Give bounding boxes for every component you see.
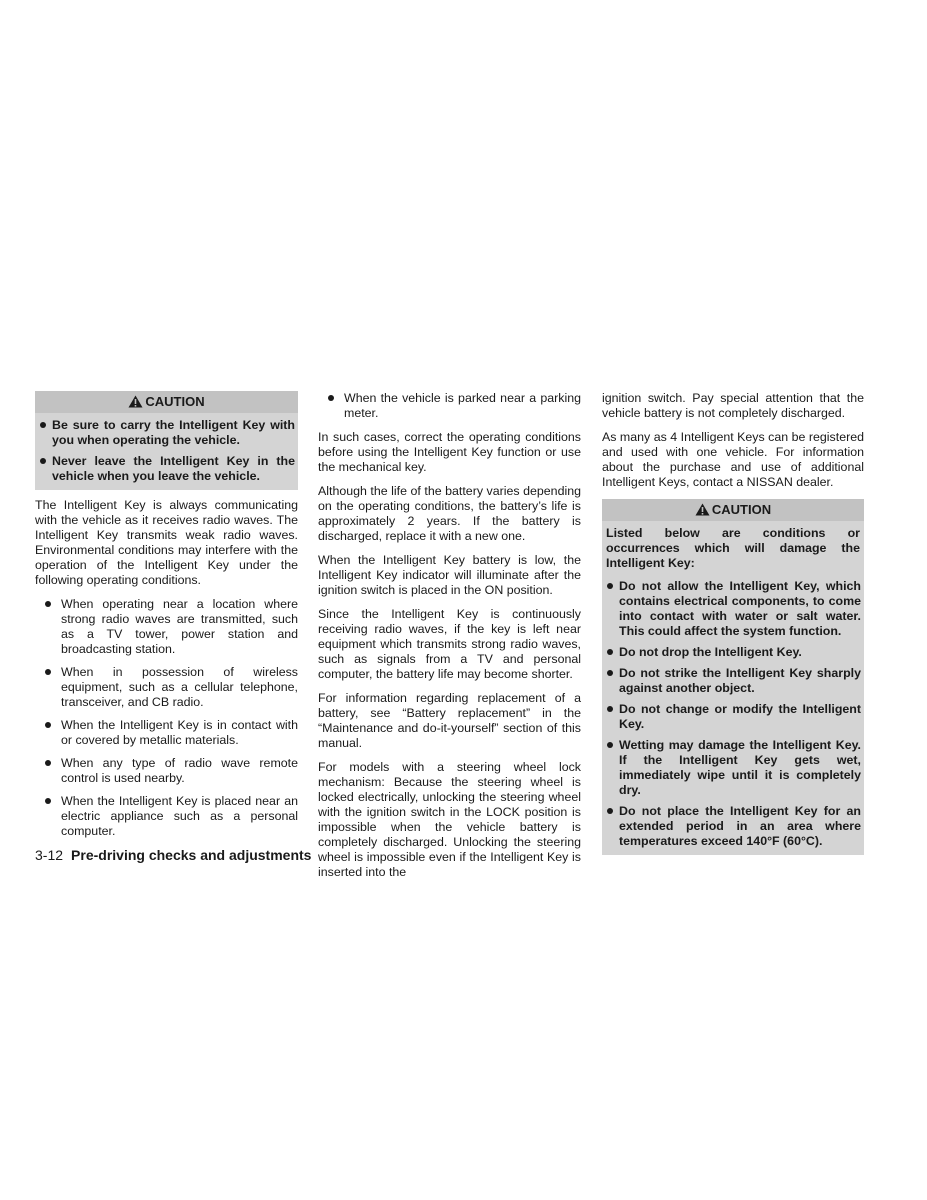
body-paragraph: For information regarding replacement of a battery, see “Battery replacement” in the “Maintenance and do-it-yourself” section of this manual. [318,691,581,750]
caution-intro: Listed below are conditions or occurrences which will damage the Intelligent Key: [606,526,860,570]
body-paragraph: The Intelligent Key is always communicating with the vehicle as it receives radio waves. The Intelligent Key transmits weak radio waves. Environmental conditions may interfere with the operation of the Intelligent Key under the following operating conditions. [35,498,298,587]
body-paragraph: In such cases, correct the operating conditions before using the Intelligent Key function or use the mechanical key. [318,430,581,474]
warning-triangle-icon [128,395,143,408]
caution-header [602,499,864,521]
caution-item: Do not change or modify the Intelligent Key. [602,702,864,732]
caution-item: Do not strike the Intelligent Key sharply against another object. [602,666,864,696]
caution-box [35,391,298,490]
caution-item: Do not place the Intelligent Key for an extended period in an area where temperatures exceed 140°F (60°C). [602,804,864,849]
body-paragraph: Since the Intelligent Key is continuously receiving radio waves, if the key is left near equipment which transmits strong radio waves, such as signals from a TV and personal computer, the battery life may become shorter. [318,607,581,681]
caution-list [602,579,864,849]
column-middle [318,391,581,889]
list-item: When operating near a location where strong radio waves are transmitted, such as a TV tower, power station and broadcasting station. [35,597,298,657]
caution-item: Do not allow the Intelligent Key, which contains electrical components, to come into contact with water or salt water. This could affect the system function. [602,579,864,639]
caution-item: Do not drop the Intelligent Key. [602,645,864,660]
caution-box [602,499,864,855]
section-title: Pre-driving checks and adjustments [71,847,312,863]
list-item: When the Intelligent Key is in contact with or covered by metallic materials. [35,718,298,748]
list-item: When any type of radio wave remote control is used nearby. [35,756,298,786]
list-item: When in possession of wireless equipment, such as a cellular telephone, transceiver, and CB radio. [35,665,298,710]
caution-item: Wetting may damage the Intelligent Key. If the Intelligent Key gets wet, immediately wipe until it is completely dry. [602,738,864,798]
caution-title: CAUTION [145,394,205,409]
condition-list-continued [318,391,581,421]
caution-header [35,391,298,413]
caution-title: CAUTION [711,502,772,517]
page-footer [35,847,311,863]
body-paragraph: ignition switch. Pay special attention that the vehicle battery is not completely discharged. [602,391,864,420]
caution-item: Never leave the Intelligent Key in the vehicle when you leave the vehicle. [35,454,298,484]
condition-list [35,597,298,839]
column-right [602,391,864,863]
caution-item: Be sure to carry the Intelligent Key with you when operating the vehicle. [35,418,298,448]
body-paragraph: For models with a steering wheel lock mechanism: Because the steering wheel is locked electrically, unlocking the steering wheel with the ignition switch in the LOCK position is impossible when the vehicle battery is completely discharged. Unlocking the steering wheel is impossible even if the Intelligent Key is inserted into the [318,760,581,879]
warning-triangle-icon [695,503,710,516]
body-paragraph: Although the life of the battery varies depending on the operating conditions, the battery’s life is approximately 2 years. If the battery is discharged, replace it with a new one. [318,484,581,543]
body-paragraph: When the Intelligent Key battery is low, the Intelligent Key indicator will illuminate after the ignition switch is placed in the ON position. [318,553,581,597]
caution-list [35,418,298,484]
list-item: When the Intelligent Key is placed near an electric appliance such as a personal computer. [35,794,298,839]
body-paragraph: As many as 4 Intelligent Keys can be registered and used with one vehicle. For information about the purchase and use of additional Intelligent Keys, contact a NISSAN dealer. [602,430,864,489]
page-number: 3-12 [35,847,64,863]
list-item: When the vehicle is parked near a parking meter. [318,391,581,421]
column-left [35,391,298,848]
